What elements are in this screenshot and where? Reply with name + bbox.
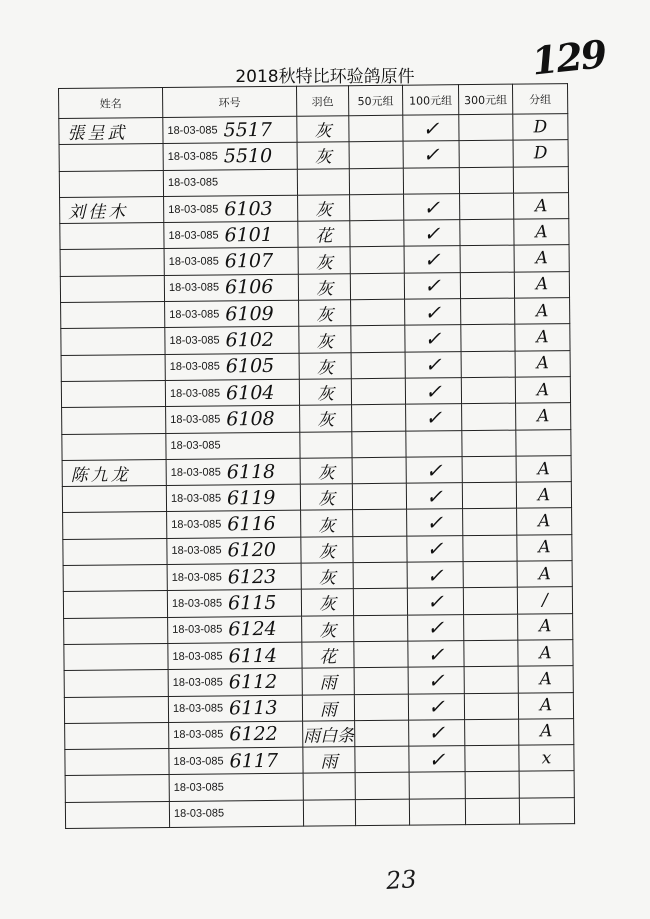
group-100-check-cell: ✓: [406, 404, 462, 431]
ring-prefix: 18-03-085: [170, 492, 222, 505]
ring-number-cell: [164, 274, 298, 302]
owner-name-cell: [64, 670, 168, 697]
ring-prefix: 18-03-085: [167, 176, 219, 190]
ring-prefix: 18-03-085: [173, 755, 224, 768]
ring-prefix: 18-03-085: [168, 229, 219, 242]
ring-handwritten-number: 6113: [229, 697, 278, 720]
feather-color-cell: 灰: [299, 379, 351, 406]
ring-prefix: 18-03-085: [171, 544, 222, 558]
table-row: [65, 797, 574, 828]
group-50-cell: [355, 720, 409, 747]
ring-number-cell: [168, 668, 302, 696]
owner-name-cell: [65, 775, 169, 802]
ring-handwritten-number: 6114: [228, 644, 278, 667]
owner-name-cell: [60, 249, 164, 276]
group-50-cell: [351, 299, 405, 326]
feather-color-cell: 灰: [299, 300, 351, 327]
ring-handwritten-number: 6112: [228, 670, 278, 694]
feather-color-cell: 灰: [301, 536, 353, 563]
ring-number-cell: [166, 405, 300, 433]
ring-number-cell: [165, 327, 299, 355]
group-letter-cell: /: [517, 587, 572, 614]
group-50-cell: [349, 168, 403, 195]
ring-number-cell: [169, 721, 303, 749]
feather-color-cell: 花: [302, 642, 354, 669]
owner-name-cell: [61, 354, 165, 381]
group-50-cell: [355, 773, 409, 800]
ring-number-cell: [163, 143, 297, 171]
group-100-check-cell: [403, 167, 459, 194]
footer-handwritten-mark: 23: [385, 864, 418, 896]
group-300-cell: [460, 246, 514, 273]
feather-color-cell: 雨: [302, 668, 354, 695]
group-100-check-cell: ✓: [407, 535, 463, 562]
group-300-cell: [461, 298, 515, 325]
group-100-check-cell: ✓: [403, 115, 459, 142]
ring-number-cell: [168, 695, 302, 723]
group-50-cell: [352, 483, 406, 510]
owner-name-cell: [64, 696, 168, 723]
ring-prefix: 18-03-085: [169, 308, 220, 321]
header-group-300: 300元组: [458, 84, 512, 115]
group-300-cell: [465, 745, 519, 772]
ring-number-cell: [165, 353, 299, 381]
group-50-cell: [349, 141, 403, 168]
ring-prefix: 18-03-085: [167, 150, 218, 163]
group-300-cell: [461, 351, 515, 378]
ring-number-cell: [168, 642, 302, 670]
group-50-cell: [352, 457, 406, 484]
feather-color-cell: [303, 773, 355, 800]
owner-name-cell: [59, 170, 163, 197]
group-300-cell: [462, 482, 516, 509]
group-300-cell: [459, 167, 513, 194]
ring-number-cell: [164, 248, 298, 276]
group-300-cell: [463, 535, 517, 562]
group-50-cell: [354, 641, 408, 668]
header-group-50: 50元组: [348, 85, 402, 116]
owner-name-cell: [60, 275, 164, 302]
group-300-cell: [464, 614, 518, 641]
owner-name-cell: [63, 565, 167, 592]
group-300-cell: [462, 430, 516, 457]
owner-name-cell: [59, 144, 163, 171]
group-50-cell: [351, 378, 405, 405]
group-50-cell: [350, 247, 404, 274]
group-100-check-cell: [409, 798, 465, 825]
ring-prefix: 18-03-085: [169, 387, 221, 400]
group-letter-cell: [516, 429, 571, 456]
feather-color-cell: 灰: [302, 615, 354, 642]
owner-name-cell: [61, 328, 165, 355]
feather-color-cell: 灰: [301, 589, 353, 616]
owner-name-cell: [65, 749, 169, 776]
group-letter-cell: A: [517, 508, 572, 535]
feather-color-cell: 灰: [300, 458, 352, 485]
ring-number-cell: [164, 221, 298, 249]
feather-color-cell: 灰: [301, 510, 353, 537]
group-100-check-cell: ✓: [403, 141, 459, 168]
owner-name-cell: [61, 380, 165, 407]
feather-color-cell: [300, 431, 352, 458]
group-300-cell: [465, 798, 519, 825]
group-300-cell: [463, 587, 517, 614]
group-300-cell: [462, 456, 516, 483]
ring-handwritten-number: 6118: [226, 460, 276, 483]
ring-number-cell: [167, 590, 301, 618]
group-100-check-cell: ✓: [405, 325, 461, 352]
group-100-check-cell: [406, 430, 462, 457]
header-color: 羽色: [296, 86, 348, 116]
group-300-cell: [459, 114, 513, 141]
ring-prefix: 18-03-085: [169, 334, 220, 347]
group-300-cell: [461, 325, 515, 352]
ring-handwritten-number: 6123: [227, 565, 277, 589]
ring-number-cell: [166, 432, 300, 460]
group-letter-cell: D: [513, 114, 568, 141]
owner-name-cell: [64, 643, 168, 670]
header-ring: 环号: [162, 86, 296, 117]
owner-name-cell: [62, 433, 166, 460]
group-letter-cell: A: [514, 271, 569, 298]
group-letter-cell: A: [516, 482, 571, 509]
group-letter-cell: [519, 797, 574, 824]
ring-handwritten-number: 6106: [224, 276, 274, 299]
ring-prefix: 18-03-085: [172, 650, 223, 663]
group-100-check-cell: ✓: [406, 456, 462, 483]
group-letter-cell: A: [519, 718, 574, 745]
ring-handwritten-number: 6124: [228, 618, 277, 641]
feather-color-cell: 雨: [302, 694, 354, 721]
ring-prefix: 18-03-085: [171, 571, 222, 584]
table-header-row: [59, 84, 568, 119]
group-letter-cell: x: [519, 745, 574, 772]
group-letter-cell: A: [515, 350, 570, 377]
group-100-check-cell: ✓: [409, 719, 465, 746]
ring-number-cell: [165, 300, 299, 328]
group-letter-cell: [519, 771, 574, 798]
group-50-cell: [353, 510, 407, 537]
ring-handwritten-number: 6101: [224, 223, 274, 247]
ring-handwritten-number: 5517: [223, 118, 273, 142]
ring-number-cell: [169, 747, 303, 775]
ring-prefix: 18-03-085: [168, 202, 219, 216]
group-100-check-cell: ✓: [409, 746, 465, 773]
group-letter-cell: A: [518, 692, 573, 719]
owner-name-cell: [63, 538, 167, 565]
group-300-cell: [460, 272, 514, 299]
ring-handwritten-number: 6116: [227, 513, 276, 536]
feather-color-cell: 灰: [300, 484, 352, 511]
group-300-cell: [463, 509, 517, 536]
ring-prefix: 18-03-085: [172, 676, 223, 689]
group-50-cell: [353, 536, 407, 563]
group-letter-cell: A: [515, 324, 570, 351]
group-100-check-cell: ✓: [407, 562, 463, 589]
header-name: 姓名: [59, 87, 163, 118]
group-100-check-cell: ✓: [408, 693, 464, 720]
group-100-check-cell: ✓: [407, 588, 463, 615]
group-100-check-cell: ✓: [405, 351, 461, 378]
group-100-check-cell: ✓: [406, 483, 462, 510]
ring-prefix: 18-03-085: [173, 807, 225, 821]
group-300-cell: [465, 772, 519, 799]
feather-color-cell: 灰: [301, 563, 353, 590]
ring-prefix: 18-03-085: [170, 413, 221, 426]
owner-name-cell: [63, 591, 167, 618]
group-letter-cell: A: [516, 455, 571, 482]
owner-name-cell: [63, 512, 167, 539]
group-50-cell: [354, 615, 408, 642]
owner-name-cell: [64, 617, 168, 644]
group-50-cell: [354, 667, 408, 694]
ring-prefix: 18-03-085: [172, 623, 223, 637]
feather-color-cell: 灰: [299, 326, 351, 353]
feather-color-cell: [303, 799, 355, 826]
group-50-cell: [350, 220, 404, 247]
ring-handwritten-number: 6120: [227, 539, 277, 562]
group-50-cell: [353, 589, 407, 616]
ring-handwritten-number: 6119: [226, 486, 276, 510]
group-letter-cell: A: [518, 613, 573, 640]
group-100-check-cell: ✓: [408, 641, 464, 668]
ring-prefix: 18-03-085: [171, 597, 223, 610]
group-letter-cell: A: [514, 219, 569, 246]
owner-name-cell: [62, 407, 166, 434]
ring-number-cell: [167, 563, 301, 591]
group-300-cell: [460, 219, 514, 246]
ring-prefix: 18-03-085: [173, 728, 224, 742]
ring-handwritten-number: 6104: [225, 381, 275, 405]
group-100-check-cell: ✓: [404, 194, 460, 221]
owner-name-cell: 張呈武: [59, 117, 163, 144]
group-300-cell: [459, 140, 513, 167]
owner-name-cell: 刘佳木: [60, 196, 164, 223]
ring-number-cell: [163, 116, 297, 144]
ring-handwritten-number: 6103: [224, 197, 273, 220]
group-300-cell: [464, 666, 518, 693]
feather-color-cell: 灰: [299, 352, 351, 379]
group-300-cell: [461, 377, 515, 404]
owner-name-cell: [61, 302, 165, 329]
ring-number-cell: [169, 774, 303, 802]
group-letter-cell: A: [517, 561, 572, 588]
ring-number-cell: [168, 616, 302, 644]
ring-number-cell: [166, 458, 300, 486]
group-300-cell: [462, 403, 516, 430]
owner-name-cell: 陈九龙: [62, 459, 166, 486]
feather-color-cell: 灰: [298, 195, 350, 222]
ring-handwritten-number: 6117: [229, 749, 279, 773]
ring-prefix: 18-03-085: [172, 702, 224, 716]
feather-color-cell: 灰: [297, 116, 349, 143]
group-50-cell: [353, 562, 407, 589]
group-letter-cell: [513, 166, 568, 193]
group-300-cell: [460, 193, 514, 220]
pigeon-roster-table: [58, 83, 575, 829]
group-100-check-cell: ✓: [404, 272, 460, 299]
group-300-cell: [464, 640, 518, 667]
feather-color-cell: 雨白条: [303, 721, 355, 748]
group-letter-cell: A: [516, 403, 571, 430]
ring-handwritten-number: 6102: [225, 328, 275, 352]
header-group-100: 100元组: [402, 85, 458, 116]
ring-number-cell: [167, 537, 301, 565]
group-letter-cell: A: [518, 640, 573, 667]
group-50-cell: [355, 799, 409, 826]
group-300-cell: [465, 719, 519, 746]
group-100-check-cell: ✓: [408, 667, 464, 694]
feather-color-cell: 灰: [297, 142, 349, 169]
ring-prefix: 18-03-085: [167, 124, 218, 137]
group-300-cell: [463, 561, 517, 588]
owner-name-cell: [65, 722, 169, 749]
group-300-cell: [464, 693, 518, 720]
ring-number-cell: [166, 484, 300, 512]
group-100-check-cell: ✓: [408, 614, 464, 641]
group-100-check-cell: ✓: [404, 220, 460, 247]
group-50-cell: [351, 352, 405, 379]
ring-number-cell: [164, 195, 298, 223]
ring-handwritten-number: 6115: [228, 591, 277, 615]
ring-handwritten-number: 5510: [223, 144, 273, 168]
ring-number-cell: [163, 169, 297, 197]
header-group: 分组: [512, 84, 567, 115]
ring-number-cell: [165, 379, 299, 407]
group-100-check-cell: [409, 772, 465, 799]
ring-prefix: 18-03-085: [169, 360, 220, 374]
group-100-check-cell: ✓: [404, 246, 460, 273]
ring-prefix: 18-03-085: [170, 465, 221, 479]
group-50-cell: [352, 431, 406, 458]
ring-number-cell: [167, 511, 301, 539]
ring-handwritten-number: 6109: [225, 302, 274, 326]
ring-prefix: 18-03-085: [170, 439, 221, 453]
group-50-cell: [355, 746, 409, 773]
feather-color-cell: [297, 168, 349, 195]
ring-number-cell: [169, 800, 303, 828]
group-letter-cell: A: [515, 298, 570, 325]
feather-color-cell: 雨: [303, 747, 355, 774]
group-100-check-cell: ✓: [405, 299, 461, 326]
owner-name-cell: [62, 486, 166, 513]
table-body: [59, 114, 575, 829]
ring-prefix: 18-03-085: [173, 781, 224, 794]
group-letter-cell: A: [515, 377, 570, 404]
feather-color-cell: 灰: [300, 405, 352, 432]
page-number: 129: [529, 31, 608, 84]
ring-handwritten-number: 6105: [225, 355, 275, 378]
ring-prefix: 18-03-085: [171, 518, 222, 532]
owner-name-cell: [65, 801, 169, 828]
ring-prefix: 18-03-085: [168, 255, 219, 269]
group-50-cell: [354, 694, 408, 721]
feather-color-cell: 花: [298, 221, 350, 248]
owner-name-cell: [60, 223, 164, 250]
page-title: 2018秋特比环验鸽原件: [235, 67, 415, 87]
group-100-check-cell: ✓: [405, 378, 461, 405]
group-50-cell: [352, 404, 406, 431]
ring-handwritten-number: 6108: [226, 407, 275, 431]
feather-color-cell: 灰: [298, 273, 350, 300]
group-letter-cell: D: [513, 140, 568, 167]
group-50-cell: [350, 194, 404, 221]
ring-handwritten-number: 6122: [229, 723, 278, 746]
ring-handwritten-number: 6107: [224, 250, 274, 273]
group-letter-cell: A: [514, 192, 569, 219]
group-letter-cell: A: [518, 666, 573, 693]
group-50-cell: [351, 326, 405, 353]
group-100-check-cell: ✓: [407, 509, 463, 536]
group-50-cell: [349, 115, 403, 142]
group-50-cell: [350, 273, 404, 300]
group-letter-cell: A: [517, 534, 572, 561]
feather-color-cell: 灰: [298, 247, 350, 274]
ring-prefix: 18-03-085: [168, 281, 220, 295]
group-letter-cell: A: [514, 245, 569, 272]
